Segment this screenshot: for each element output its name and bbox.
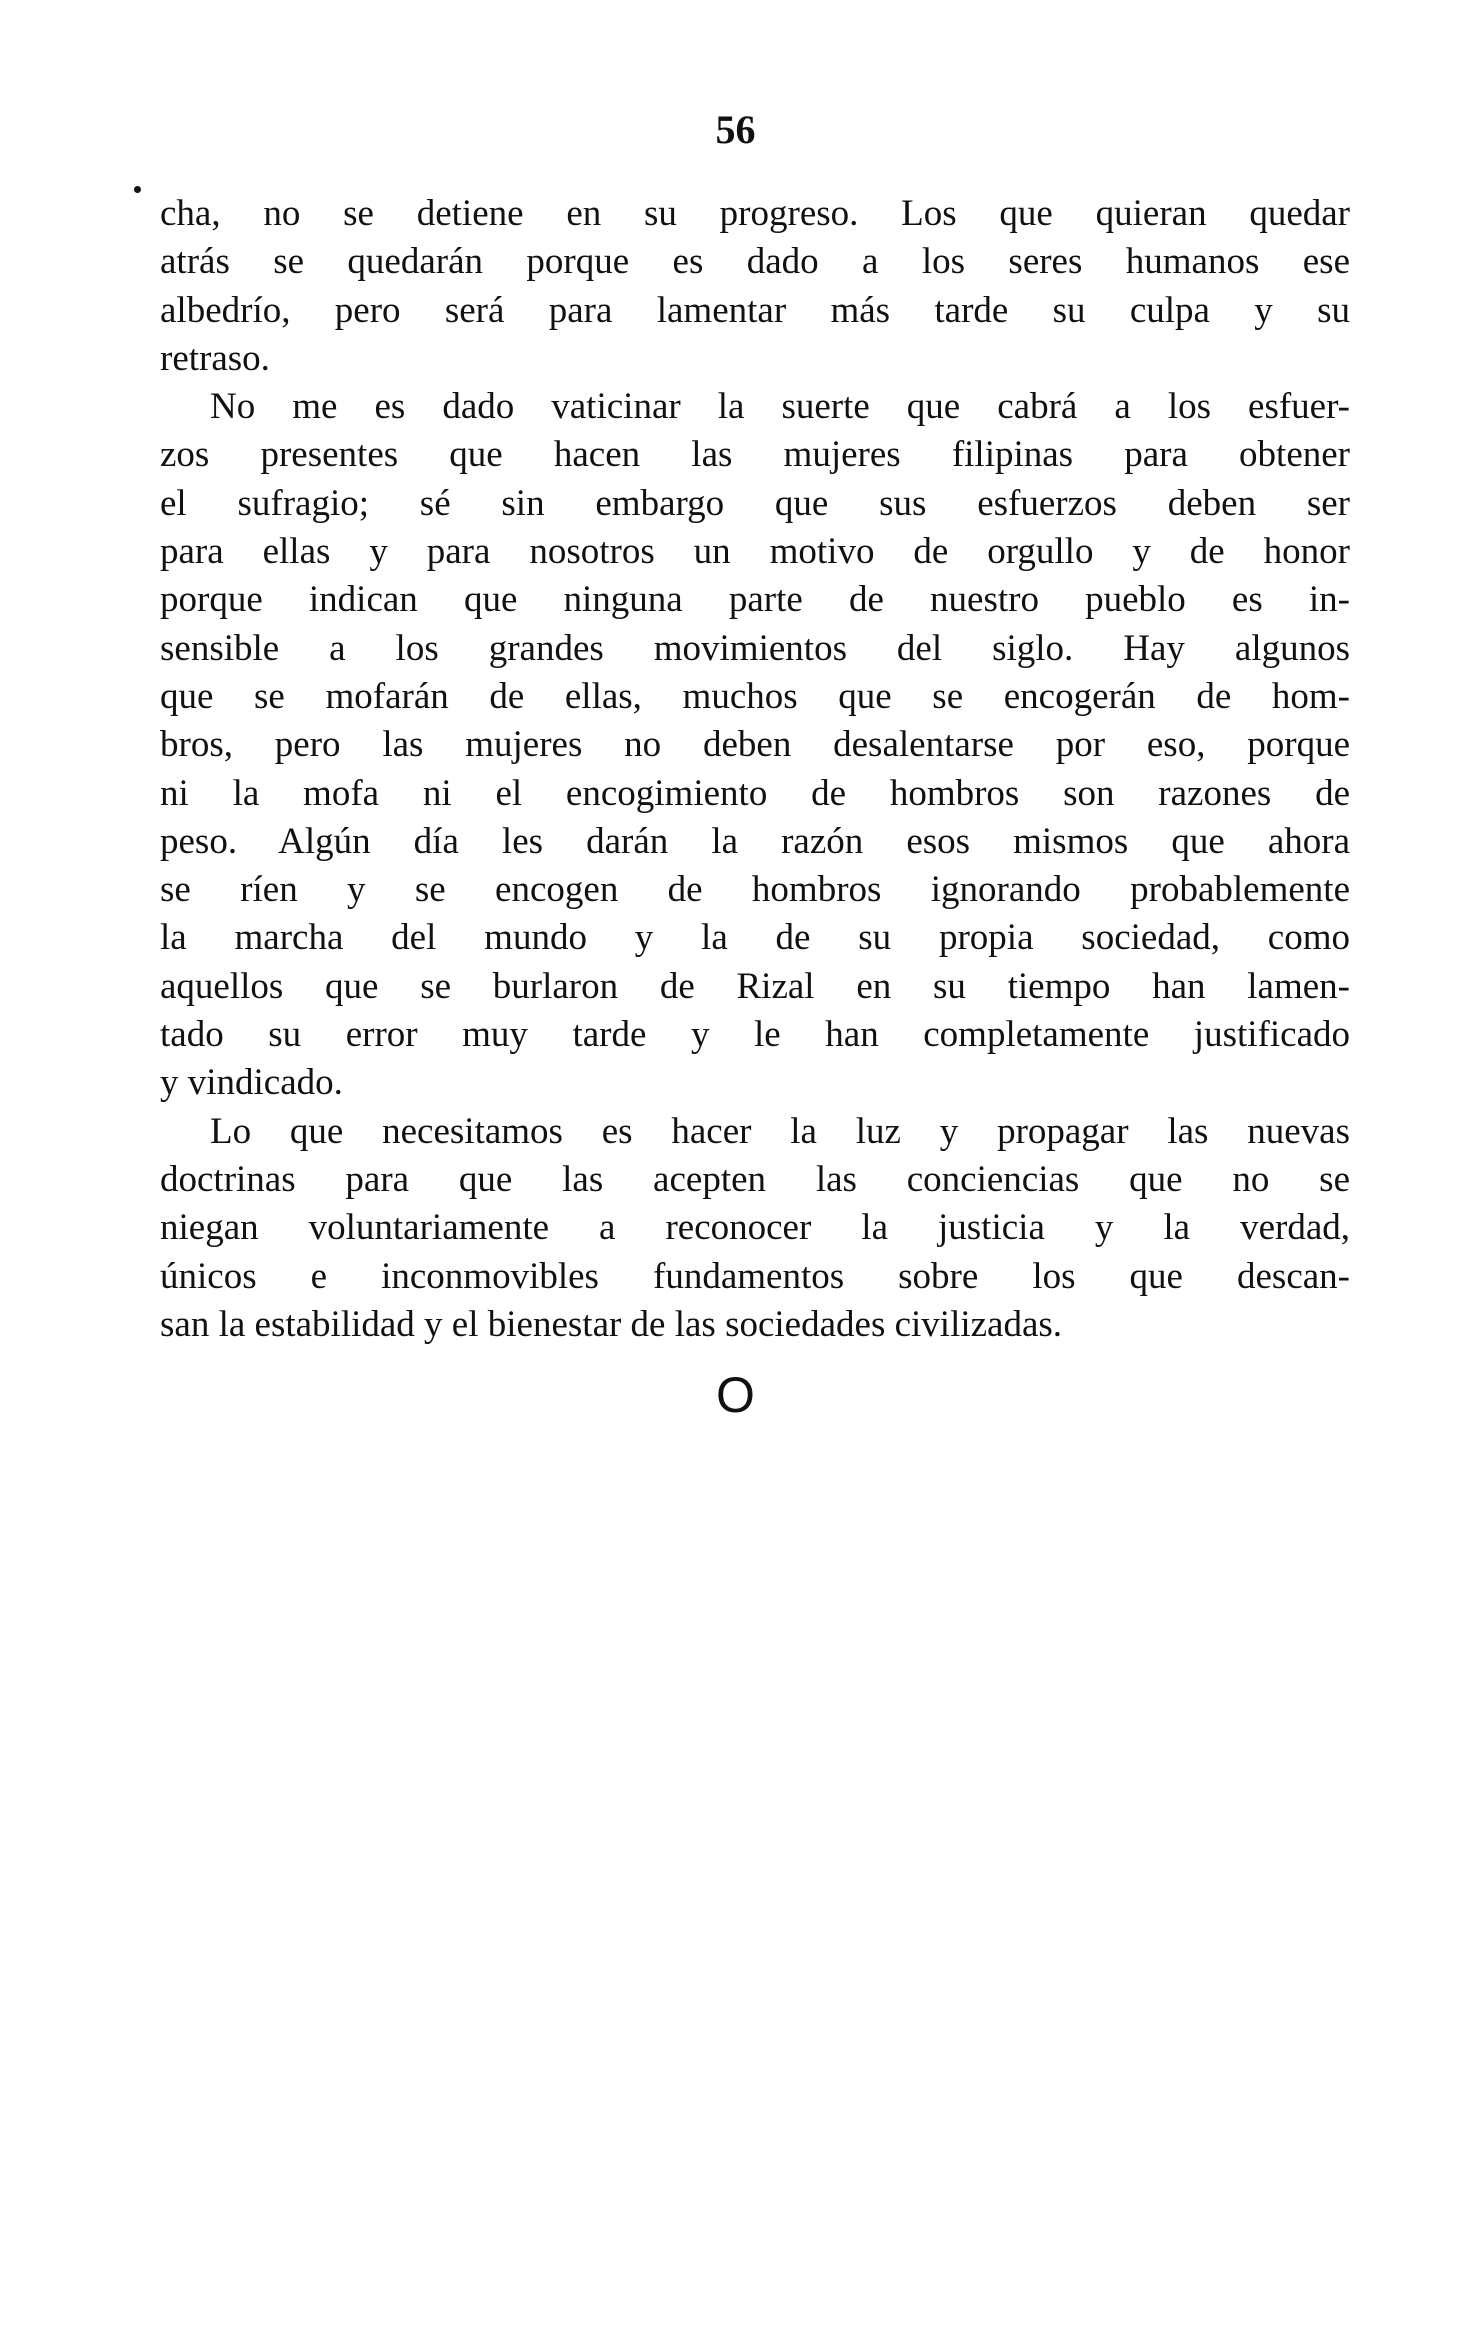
- text-line: zos presentes que hacen las mujeres filipinas para obtener: [160, 434, 1350, 476]
- body-text: [160, 190, 1350, 1349]
- text-line: albedrío, pero será para lamentar más tarde su culpa y su: [160, 289, 1350, 331]
- text-line: retraso.: [160, 337, 270, 379]
- text-line: cha, no se detiene en su progreso. Los que quieran quedar: [160, 193, 1350, 234]
- text-line: peso. Algún día les darán la razón esos mismos que ahora: [160, 820, 1350, 862]
- text-line: únicos e inconmovibles fundamentos sobre los que descan-: [160, 1255, 1350, 1297]
- text-line: tado su error muy tarde y le han completamente justificado: [160, 1014, 1350, 1056]
- text-line: sensible a los grandes movimientos del siglo. Hay algunos: [160, 627, 1350, 669]
- text-line: porque indican que ninguna parte de nuestro pueblo es in-: [160, 579, 1350, 621]
- text-line: san la estabilidad y el bienestar de las sociedades civilizadas.: [160, 1303, 1063, 1345]
- text-line: la marcha del mundo y la de su propia sociedad, como: [160, 917, 1350, 959]
- text-line: ni la mofa ni el encogimiento de hombros son razones de: [160, 772, 1350, 814]
- text-line: bros, pero las mujeres no deben desalentarse por eso, porque: [160, 724, 1350, 766]
- paragraph-2: [160, 383, 1350, 1107]
- paragraph-1: [160, 190, 1350, 383]
- text-line: se ríen y se encogen de hombros ignorando probablemente: [160, 869, 1350, 911]
- text-line: doctrinas para que las acepten las conciencias que no se: [160, 1158, 1350, 1200]
- text-line: Lo que necesitamos es hacer la luz y propagar las nuevas: [210, 1110, 1350, 1152]
- text-line: atrás se quedarán porque es dado a los seres humanos ese: [160, 241, 1350, 283]
- text-line: que se mofarán de ellas, muchos que se encogerán de hom-: [160, 675, 1350, 717]
- text-line: el sufragio; sé sin embargo que sus esfuerzos deben ser: [160, 482, 1350, 524]
- page-number: 56: [715, 107, 756, 152]
- text-line: No me es dado vaticinar la suerte que cabrá a los esfuer-: [210, 386, 1350, 428]
- text-line: para ellas y para nosotros un motivo de orgullo y de honor: [160, 531, 1350, 573]
- paragraph-3: [160, 1108, 1350, 1349]
- text-line: niegan voluntariamente a reconocer la justicia y la verdad,: [160, 1207, 1350, 1249]
- stray-dot-mark: [134, 186, 141, 193]
- text-line: aquellos que se burlaron de Rizal en su tiempo han lamen-: [160, 965, 1350, 1007]
- text-line: y vindicado.: [160, 1062, 343, 1104]
- end-of-section-mark: O: [716, 1367, 755, 1423]
